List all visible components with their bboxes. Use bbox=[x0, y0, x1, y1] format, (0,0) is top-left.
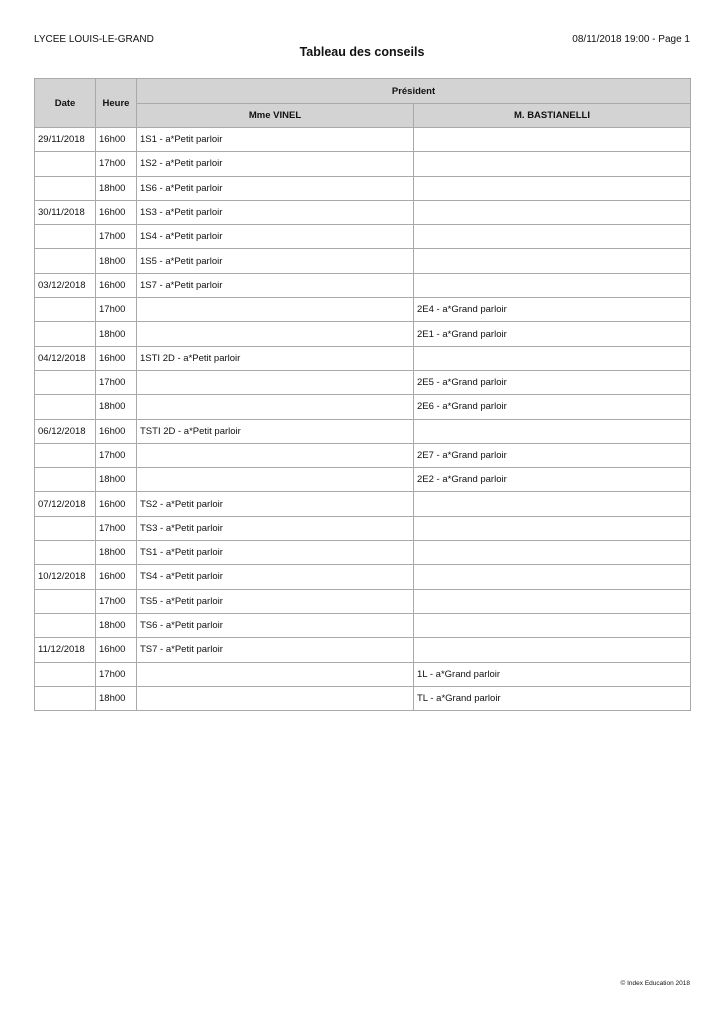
cell-date bbox=[35, 322, 96, 346]
cell-president-1: 1S7 - a*Petit parloir bbox=[137, 273, 414, 297]
table-row bbox=[35, 613, 691, 637]
cell-president-2: 2E7 - a*Grand parloir bbox=[414, 443, 691, 467]
cell-date bbox=[35, 686, 96, 710]
cell-heure: 18h00 bbox=[96, 249, 137, 273]
cell-president-2 bbox=[414, 346, 691, 370]
cell-date bbox=[35, 370, 96, 394]
table-row bbox=[35, 346, 691, 370]
cell-heure: 17h00 bbox=[96, 516, 137, 540]
table-row bbox=[35, 541, 691, 565]
cell-date bbox=[35, 613, 96, 637]
cell-date bbox=[35, 249, 96, 273]
cell-date bbox=[35, 516, 96, 540]
cell-president-2 bbox=[414, 492, 691, 516]
cell-president-2: 2E4 - a*Grand parloir bbox=[414, 298, 691, 322]
cell-president-2 bbox=[414, 541, 691, 565]
cell-heure: 18h00 bbox=[96, 395, 137, 419]
cell-president-2: 2E2 - a*Grand parloir bbox=[414, 468, 691, 492]
table-row bbox=[35, 662, 691, 686]
cell-date bbox=[35, 443, 96, 467]
cell-heure: 18h00 bbox=[96, 468, 137, 492]
cell-president-1 bbox=[137, 443, 414, 467]
cell-heure: 16h00 bbox=[96, 492, 137, 516]
table-row bbox=[35, 176, 691, 200]
cell-president-2: 1L - a*Grand parloir bbox=[414, 662, 691, 686]
cell-president-1: 1S1 - a*Petit parloir bbox=[137, 128, 414, 152]
cell-date bbox=[35, 468, 96, 492]
cell-president-2 bbox=[414, 613, 691, 637]
cell-president-1: TS1 - a*Petit parloir bbox=[137, 541, 414, 565]
cell-president-2: 2E1 - a*Grand parloir bbox=[414, 322, 691, 346]
cell-president-1: 1S6 - a*Petit parloir bbox=[137, 176, 414, 200]
cell-date: 06/12/2018 bbox=[35, 419, 96, 443]
cell-president-2 bbox=[414, 249, 691, 273]
cell-president-2 bbox=[414, 176, 691, 200]
cell-president-1: TS3 - a*Petit parloir bbox=[137, 516, 414, 540]
cell-date bbox=[35, 176, 96, 200]
cell-heure: 16h00 bbox=[96, 419, 137, 443]
table-row bbox=[35, 225, 691, 249]
school-name: LYCEE LOUIS-LE-GRAND bbox=[34, 34, 154, 45]
table-row bbox=[35, 638, 691, 662]
cell-heure: 16h00 bbox=[96, 565, 137, 589]
cell-president-1: TS4 - a*Petit parloir bbox=[137, 565, 414, 589]
cell-heure: 17h00 bbox=[96, 662, 137, 686]
cell-heure: 17h00 bbox=[96, 589, 137, 613]
cell-heure: 16h00 bbox=[96, 200, 137, 224]
cell-president-1 bbox=[137, 662, 414, 686]
cell-president-1 bbox=[137, 686, 414, 710]
table-row bbox=[35, 565, 691, 589]
cell-heure: 16h00 bbox=[96, 346, 137, 370]
table-row bbox=[35, 152, 691, 176]
cell-date bbox=[35, 589, 96, 613]
header-row bbox=[35, 79, 691, 104]
cell-president-1: TS5 - a*Petit parloir bbox=[137, 589, 414, 613]
page-title: Tableau des conseils bbox=[299, 45, 425, 59]
table-row bbox=[35, 370, 691, 394]
cell-president-2 bbox=[414, 565, 691, 589]
cell-heure: 16h00 bbox=[96, 128, 137, 152]
cell-heure: 18h00 bbox=[96, 686, 137, 710]
cell-president-1 bbox=[137, 370, 414, 394]
cell-date: 10/12/2018 bbox=[35, 565, 96, 589]
cell-president-1: TS7 - a*Petit parloir bbox=[137, 638, 414, 662]
column-header-heure: Heure bbox=[96, 79, 137, 128]
cell-president-1: 1S5 - a*Petit parloir bbox=[137, 249, 414, 273]
cell-president-1: 1S3 - a*Petit parloir bbox=[137, 200, 414, 224]
table-row bbox=[35, 395, 691, 419]
cell-date bbox=[35, 152, 96, 176]
cell-heure: 17h00 bbox=[96, 443, 137, 467]
table-row bbox=[35, 686, 691, 710]
cell-date: 03/12/2018 bbox=[35, 273, 96, 297]
cell-president-1: 1S2 - a*Petit parloir bbox=[137, 152, 414, 176]
table-row bbox=[35, 589, 691, 613]
table-row bbox=[35, 273, 691, 297]
cell-date bbox=[35, 225, 96, 249]
cell-heure: 18h00 bbox=[96, 176, 137, 200]
table-row bbox=[35, 322, 691, 346]
cell-president-2 bbox=[414, 638, 691, 662]
cell-heure: 16h00 bbox=[96, 273, 137, 297]
column-group-president: Président bbox=[137, 79, 691, 104]
cell-president-2 bbox=[414, 200, 691, 224]
cell-president-2 bbox=[414, 128, 691, 152]
cell-president-1 bbox=[137, 298, 414, 322]
cell-president-2 bbox=[414, 589, 691, 613]
table-row bbox=[35, 298, 691, 322]
table-row bbox=[35, 516, 691, 540]
cell-heure: 17h00 bbox=[96, 225, 137, 249]
cell-date: 04/12/2018 bbox=[35, 346, 96, 370]
cell-president-1: TSTI 2D - a*Petit parloir bbox=[137, 419, 414, 443]
cell-heure: 18h00 bbox=[96, 541, 137, 565]
cell-president-1: 1STI 2D - a*Petit parloir bbox=[137, 346, 414, 370]
column-header-date: Date bbox=[35, 79, 96, 128]
cell-heure: 18h00 bbox=[96, 322, 137, 346]
councils-table bbox=[34, 78, 691, 711]
cell-president-2 bbox=[414, 152, 691, 176]
table-row bbox=[35, 419, 691, 443]
cell-president-1 bbox=[137, 468, 414, 492]
table-row bbox=[35, 249, 691, 273]
cell-date: 30/11/2018 bbox=[35, 200, 96, 224]
cell-president-2 bbox=[414, 225, 691, 249]
cell-date bbox=[35, 298, 96, 322]
footer-copyright: © Index Education 2018 bbox=[620, 980, 690, 987]
table-row bbox=[35, 492, 691, 516]
cell-president-1: 1S4 - a*Petit parloir bbox=[137, 225, 414, 249]
cell-heure: 17h00 bbox=[96, 298, 137, 322]
cell-president-2: 2E6 - a*Grand parloir bbox=[414, 395, 691, 419]
cell-heure: 17h00 bbox=[96, 370, 137, 394]
cell-date bbox=[35, 395, 96, 419]
cell-president-2 bbox=[414, 273, 691, 297]
table-row bbox=[35, 200, 691, 224]
cell-president-1 bbox=[137, 395, 414, 419]
print-timestamp: 08/11/2018 19:00 - Page 1 bbox=[572, 34, 690, 45]
cell-date: 07/12/2018 bbox=[35, 492, 96, 516]
cell-date bbox=[35, 662, 96, 686]
cell-president-1: TS6 - a*Petit parloir bbox=[137, 613, 414, 637]
cell-date bbox=[35, 541, 96, 565]
cell-president-1: TS2 - a*Petit parloir bbox=[137, 492, 414, 516]
column-header-president-2: M. BASTIANELLI bbox=[414, 104, 691, 128]
cell-president-2: 2E5 - a*Grand parloir bbox=[414, 370, 691, 394]
cell-heure: 16h00 bbox=[96, 638, 137, 662]
cell-date: 29/11/2018 bbox=[35, 128, 96, 152]
cell-heure: 18h00 bbox=[96, 613, 137, 637]
cell-date: 11/12/2018 bbox=[35, 638, 96, 662]
table-row bbox=[35, 468, 691, 492]
cell-heure: 17h00 bbox=[96, 152, 137, 176]
cell-president-2: TL - a*Grand parloir bbox=[414, 686, 691, 710]
table-row bbox=[35, 128, 691, 152]
cell-president-2 bbox=[414, 516, 691, 540]
cell-president-2 bbox=[414, 419, 691, 443]
table-row bbox=[35, 443, 691, 467]
column-header-president-1: Mme VINEL bbox=[137, 104, 414, 128]
cell-president-1 bbox=[137, 322, 414, 346]
